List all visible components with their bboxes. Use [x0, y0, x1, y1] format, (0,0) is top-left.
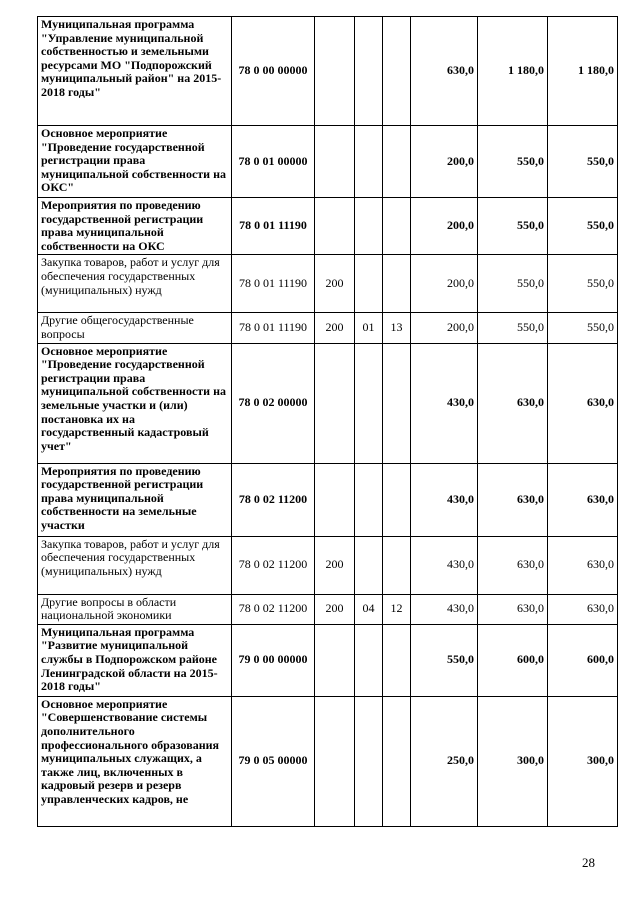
- cell-expense-type: 200: [315, 594, 355, 624]
- cell-name: Основное мероприятие "Проведение государственной регистрации права муниципальной собственности на земельные участки и (или) постановка их на государственный кадастровый учет": [38, 343, 232, 463]
- cell-subsection: [383, 624, 411, 696]
- cell-amount-1: 200,0: [411, 255, 478, 313]
- cell-amount-3: 630,0: [548, 343, 618, 463]
- table-row: [38, 126, 618, 198]
- cell-amount-1: 430,0: [411, 536, 478, 594]
- cell-subsection: [383, 463, 411, 536]
- cell-section: [355, 255, 383, 313]
- cell-expense-type: [315, 463, 355, 536]
- cell-expense-type: 200: [315, 255, 355, 313]
- cell-amount-3: 550,0: [548, 198, 618, 255]
- cell-expense-type: [315, 126, 355, 198]
- cell-name: Муниципальная программа "Развитие муниципальной службы в Подпорожском районе Ленинградской области на 2015-2018 годы": [38, 624, 232, 696]
- cell-amount-3: 630,0: [548, 536, 618, 594]
- cell-amount-3: 550,0: [548, 255, 618, 313]
- cell-expense-type: [315, 696, 355, 826]
- cell-section: [355, 17, 383, 126]
- cell-expense-type: [315, 198, 355, 255]
- cell-code: 79 0 05 00000: [232, 696, 315, 826]
- cell-subsection: [383, 255, 411, 313]
- cell-expense-type: 200: [315, 536, 355, 594]
- cell-amount-2: 300,0: [478, 696, 548, 826]
- cell-subsection: 13: [383, 313, 411, 343]
- cell-amount-3: 550,0: [548, 126, 618, 198]
- cell-section: [355, 343, 383, 463]
- cell-expense-type: [315, 343, 355, 463]
- cell-section: [355, 126, 383, 198]
- cell-name: Закупка товаров, работ и услуг для обеспечения государственных (муниципальных) нужд: [38, 255, 232, 313]
- cell-section: [355, 536, 383, 594]
- page-number: 28: [582, 855, 595, 870]
- table-row: [38, 536, 618, 594]
- cell-name: Другие общегосударственные вопросы: [38, 313, 232, 343]
- cell-amount-2: 550,0: [478, 126, 548, 198]
- cell-name: Мероприятия по проведению государственной регистрации права муниципальной собственности на ОКС: [38, 198, 232, 255]
- cell-amount-3: 1 180,0: [548, 17, 618, 126]
- cell-code: 78 0 02 11200: [232, 463, 315, 536]
- cell-amount-2: 630,0: [478, 536, 548, 594]
- cell-section: [355, 624, 383, 696]
- cell-section: [355, 696, 383, 826]
- cell-amount-1: 200,0: [411, 313, 478, 343]
- cell-amount-2: 550,0: [478, 255, 548, 313]
- cell-code: 78 0 00 00000: [232, 17, 315, 126]
- cell-subsection: [383, 126, 411, 198]
- table-row: [38, 313, 618, 343]
- cell-code: 78 0 02 11200: [232, 536, 315, 594]
- cell-amount-1: 430,0: [411, 463, 478, 536]
- table-body: [38, 17, 618, 827]
- cell-expense-type: [315, 17, 355, 126]
- cell-code: 78 0 01 11190: [232, 198, 315, 255]
- budget-table: [37, 16, 618, 827]
- cell-subsection: [383, 536, 411, 594]
- table-row: [38, 343, 618, 463]
- cell-amount-3: 630,0: [548, 463, 618, 536]
- cell-amount-1: 430,0: [411, 594, 478, 624]
- cell-amount-1: 200,0: [411, 198, 478, 255]
- cell-amount-2: 630,0: [478, 343, 548, 463]
- cell-amount-2: 1 180,0: [478, 17, 548, 126]
- table-row: [38, 17, 618, 126]
- table-row: [38, 696, 618, 826]
- cell-name: Закупка товаров, работ и услуг для обеспечения государственных (муниципальных) нужд: [38, 536, 232, 594]
- cell-code: 78 0 02 00000: [232, 343, 315, 463]
- cell-amount-1: 630,0: [411, 17, 478, 126]
- cell-subsection: [383, 198, 411, 255]
- cell-amount-3: 550,0: [548, 313, 618, 343]
- table-row: [38, 624, 618, 696]
- table-row: [38, 463, 618, 536]
- table-row: [38, 594, 618, 624]
- cell-amount-2: 550,0: [478, 313, 548, 343]
- cell-section: 04: [355, 594, 383, 624]
- cell-amount-1: 550,0: [411, 624, 478, 696]
- cell-section: 01: [355, 313, 383, 343]
- cell-amount-3: 300,0: [548, 696, 618, 826]
- cell-amount-3: 630,0: [548, 594, 618, 624]
- cell-code: 78 0 02 11200: [232, 594, 315, 624]
- cell-amount-2: 630,0: [478, 463, 548, 536]
- cell-section: [355, 198, 383, 255]
- table-row: [38, 255, 618, 313]
- cell-code: 78 0 01 11190: [232, 313, 315, 343]
- cell-code: 79 0 00 00000: [232, 624, 315, 696]
- cell-amount-1: 430,0: [411, 343, 478, 463]
- cell-amount-1: 200,0: [411, 126, 478, 198]
- cell-amount-2: 630,0: [478, 594, 548, 624]
- cell-amount-2: 600,0: [478, 624, 548, 696]
- cell-code: 78 0 01 00000: [232, 126, 315, 198]
- cell-name: Основное мероприятие "Проведение государственной регистрации права муниципальной собственности на ОКС": [38, 126, 232, 198]
- cell-section: [355, 463, 383, 536]
- cell-amount-1: 250,0: [411, 696, 478, 826]
- cell-subsection: [383, 17, 411, 126]
- cell-name: Другие вопросы в области национальной экономики: [38, 594, 232, 624]
- cell-amount-2: 550,0: [478, 198, 548, 255]
- cell-code: 78 0 01 11190: [232, 255, 315, 313]
- cell-amount-3: 600,0: [548, 624, 618, 696]
- cell-subsection: 12: [383, 594, 411, 624]
- cell-expense-type: [315, 624, 355, 696]
- cell-name: Муниципальная программа "Управление муниципальной собственностью и земельными ресурсами МО "Подпорожский муниципальный район" на 2015-2018 годы": [38, 17, 232, 126]
- cell-expense-type: 200: [315, 313, 355, 343]
- cell-subsection: [383, 696, 411, 826]
- cell-name: Мероприятия по проведению государственной регистрации права муниципальной собственности на земельные участки: [38, 463, 232, 536]
- table-row: [38, 198, 618, 255]
- cell-name: Основное мероприятие "Совершенствование системы дополнительного профессионального образования муниципальных служащих, а также лиц, включенных в кадровый резерв и резерв управленческих кадров, не: [38, 696, 232, 826]
- cell-subsection: [383, 343, 411, 463]
